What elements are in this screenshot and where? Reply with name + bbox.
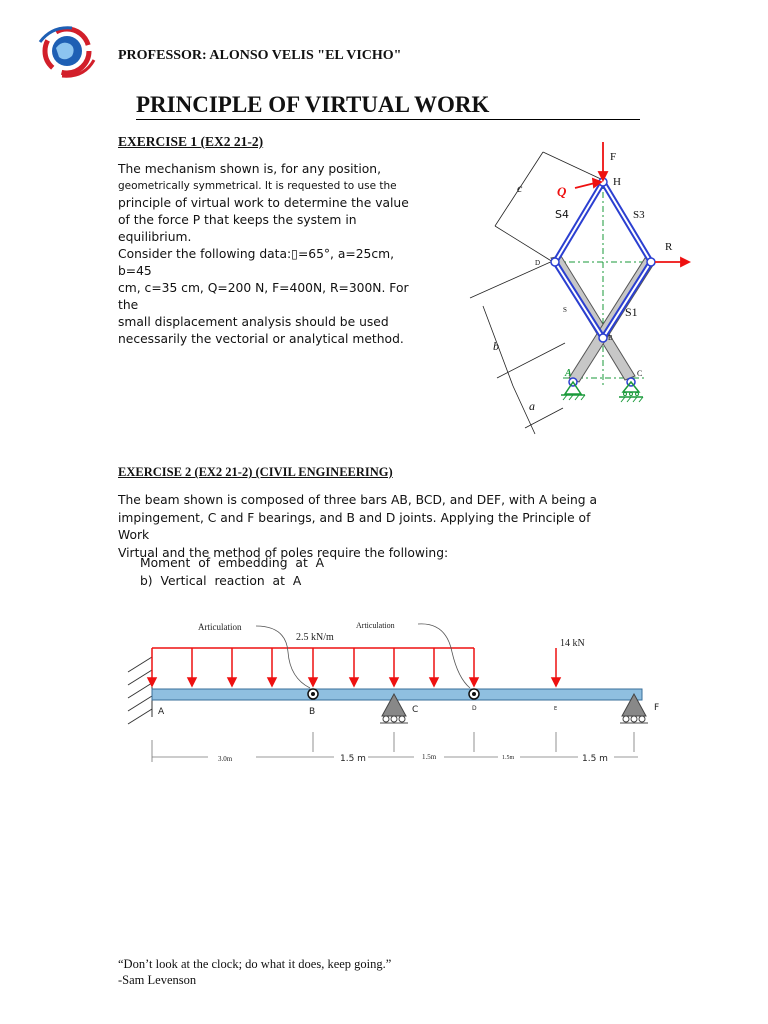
label-point-A: A bbox=[158, 707, 165, 717]
requirement-item: b) Vertical reaction at A bbox=[140, 574, 302, 588]
exercise1-line: cm, c=35 cm, Q=200 N, F=400N, R=300N. For the bbox=[118, 281, 409, 312]
label-H: H bbox=[613, 176, 621, 188]
label-point-E: E bbox=[554, 706, 558, 712]
exercise1-line: principle of virtual work to determine the value bbox=[118, 196, 409, 210]
dimension-2: 1.5 m bbox=[340, 754, 366, 764]
quote-text: “Don’t look at the clock; do what it does, keep going.” bbox=[118, 957, 392, 971]
exercise2-line: Virtual and the method of poles require the following: bbox=[118, 545, 449, 560]
label-articulation-right: Articulation bbox=[356, 621, 395, 630]
closing-quote bbox=[118, 956, 391, 988]
label-a: a bbox=[529, 399, 535, 413]
exercise2-statement bbox=[118, 492, 618, 562]
exercise1-line: of the force P that keeps the system in equilibrium. bbox=[118, 213, 357, 244]
exercise1-line: Consider the following data:▯=65°, a=25cm, b=45 bbox=[118, 247, 395, 278]
exercise2-line: The beam shown is composed of three bars AB, BCD, and DEF, with A being a bbox=[118, 493, 598, 507]
label-distributed-load: 2.5 kN/m bbox=[296, 632, 334, 643]
label-S: S bbox=[563, 306, 567, 314]
label-R: R bbox=[665, 241, 673, 253]
beam-diagram bbox=[118, 612, 678, 777]
dimension-4: 1.5m bbox=[502, 755, 515, 761]
label-D: D bbox=[535, 259, 541, 267]
label-S3: S3 bbox=[633, 209, 645, 221]
label-c: c bbox=[517, 181, 523, 195]
page-title: PRINCIPLE OF VIRTUAL WORK bbox=[136, 92, 640, 120]
professor-name: PROFESSOR: ALONSO VELIS "EL VICHO" bbox=[118, 48, 402, 63]
label-articulation-left: Articulation bbox=[198, 622, 242, 632]
university-logo bbox=[32, 20, 102, 82]
exercise1-line: The mechanism shown is, for any position, bbox=[118, 162, 381, 176]
dimension-3: 1.5m bbox=[422, 753, 437, 761]
label-b: b bbox=[493, 339, 499, 353]
exercise2-line: impingement, C and F bearings, and B and D joints. Applying the Principle of Work bbox=[118, 510, 591, 542]
label-B: B bbox=[608, 334, 613, 342]
exercise1-line: small displacement analysis should be used bbox=[118, 315, 389, 329]
mechanism-diagram bbox=[455, 138, 700, 443]
label-A: A bbox=[565, 368, 572, 379]
dimension-5: 1.5 m bbox=[582, 754, 608, 764]
exercise1-statement bbox=[118, 161, 428, 348]
exercise2-requirements bbox=[140, 554, 324, 590]
label-C: C bbox=[637, 369, 643, 378]
label-S4: S4 bbox=[555, 208, 569, 221]
label-point-C: C bbox=[412, 705, 419, 715]
label-S1: S1 bbox=[625, 305, 638, 319]
label-point-B: B bbox=[309, 707, 316, 717]
exercise2-heading: EXERCISE 2 (EX2 21-2) (CIVIL ENGINEERING) bbox=[118, 465, 393, 479]
exercise1-heading: EXERCISE 1 (EX2 21-2) bbox=[118, 134, 264, 149]
label-point-F: F bbox=[654, 703, 660, 713]
exercise1-line: necessarily the vectorial or analytical method. bbox=[118, 332, 404, 346]
label-Q: Q bbox=[557, 184, 567, 199]
label-point-load: 14 kN bbox=[560, 638, 585, 649]
label-F: F bbox=[610, 151, 617, 163]
quote-author: -Sam Levenson bbox=[118, 973, 197, 987]
dimension-1: 3.0m bbox=[218, 755, 233, 763]
exercise1-line: geometrically symmetrical. It is requested to use the bbox=[118, 180, 397, 192]
requirement-item: Moment of embedding at A bbox=[140, 556, 325, 570]
label-point-D: D bbox=[472, 705, 477, 712]
